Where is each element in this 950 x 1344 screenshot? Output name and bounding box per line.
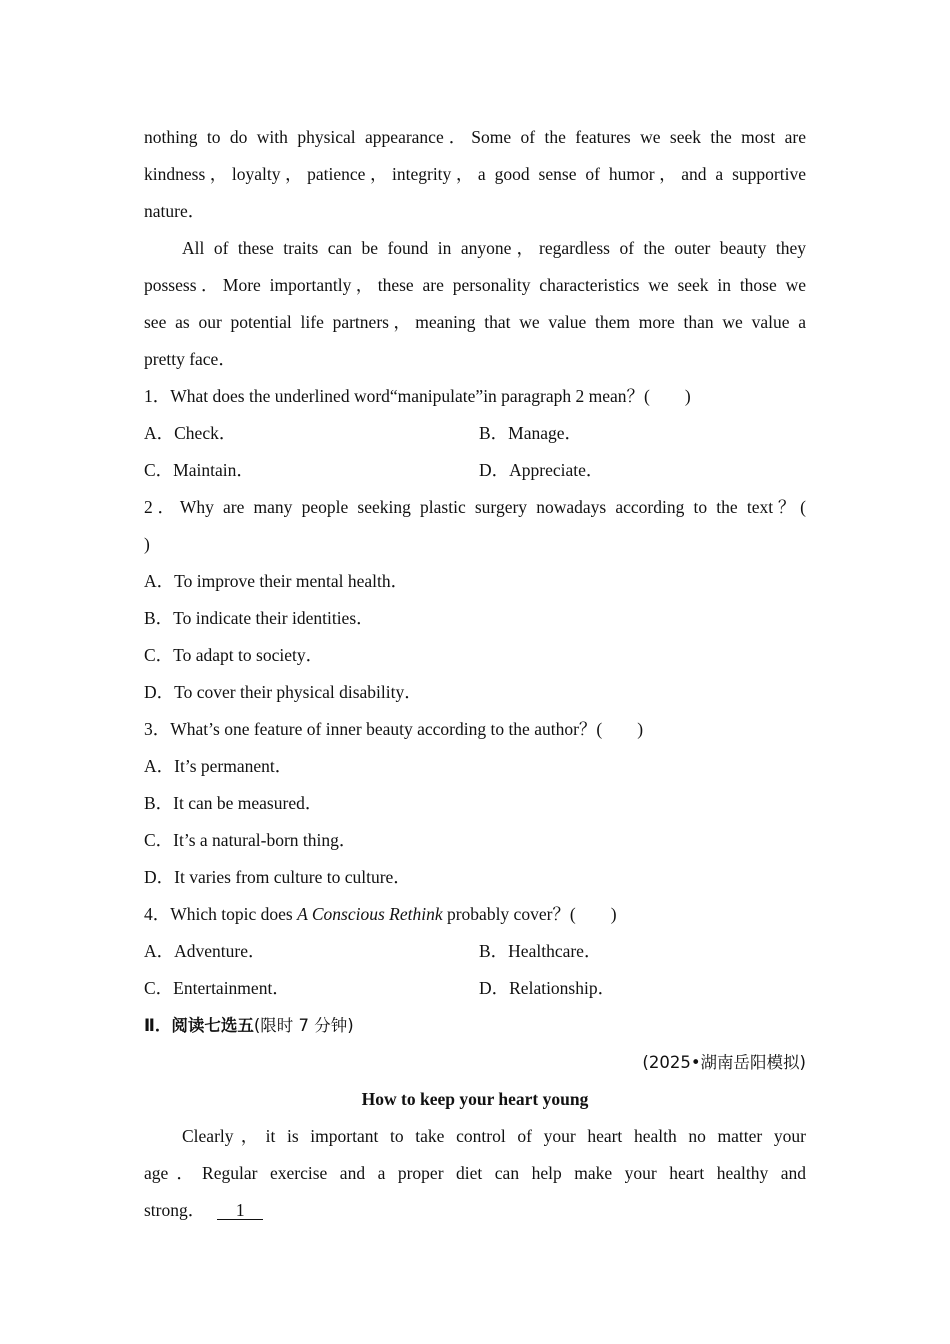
option-d: D．To cover their physical disability． [144, 682, 422, 702]
passage-line: age．Regular exercise and a proper diet can help make your heart healthy and [144, 1163, 806, 1183]
option-d: D．It varies from culture to culture． [144, 867, 411, 887]
option-a: A．Adventure． [144, 941, 266, 961]
question-2-stem-cont: ) [144, 534, 150, 554]
option-c: C．Maintain． [144, 460, 254, 480]
option-c: C．Entertainment． [144, 978, 290, 998]
passage-line-last [144, 1192, 806, 1229]
option-c: C．To adapt to society． [144, 645, 324, 665]
option-a: A．It’s permanent． [144, 756, 293, 776]
passage-line: kindness，loyalty，patience，integrity，a good sense of humor，and a supportive [144, 164, 806, 184]
source-citation: (2025•湖南岳阳模拟) [642, 1053, 806, 1072]
question-3-stem: 3．What’s one feature of inner beauty according to the author？( ) [144, 719, 644, 739]
passage-line: nature． [144, 201, 206, 221]
document-page [144, 119, 806, 1229]
option-d: D．Appreciate． [479, 460, 604, 480]
option-d: D．Relationship． [479, 978, 616, 998]
section-heading [144, 1007, 806, 1044]
option-b: B．Manage． [479, 423, 583, 443]
passage-line: pretty face． [144, 349, 236, 369]
question-1-stem: 1．What does the underlined word“manipulate”in paragraph 2 mean？( ) [144, 386, 691, 406]
book-title: A Conscious Rethink [297, 904, 443, 924]
passage-line: possess．More importantly，these are personality characteristics we seek in those we [144, 275, 806, 295]
option-b: B．It can be measured． [144, 793, 323, 813]
question-4-stem-pre: 4．Which topic does [144, 904, 298, 924]
option-a: A．Check． [144, 423, 237, 443]
section-title: Ⅱ．阅读七选五 [144, 1016, 254, 1035]
question-4-stem [144, 896, 806, 933]
question-1-options-row [144, 415, 806, 452]
passage-line-text: strong． [144, 1200, 206, 1220]
question-4-stem-post: probably cover？( ) [442, 904, 617, 924]
passage-line: All of these traits can be found in anyone，regardless of the outer beauty they [182, 238, 806, 258]
passage-line: nothing to do with physical appearance．Some of the features we seek the most are [144, 127, 806, 147]
question-4-options-row [144, 970, 806, 1007]
question-1-options-row [144, 452, 806, 489]
answer-blank-1[interactable]: 1 [217, 1201, 263, 1220]
section-time-limit: (限时 7 分钟) [253, 1016, 354, 1035]
question-4-options-row [144, 933, 806, 970]
option-c: C．It’s a natural-born thing． [144, 830, 357, 850]
option-b: B．Healthcare． [479, 941, 602, 961]
passage-line: Clearly，it is important to take control of your heart health no matter your [182, 1126, 806, 1146]
option-b: B．To indicate their identities． [144, 608, 374, 628]
passage-line: see as our potential life partners，meaning that we value them more than we value a [144, 312, 806, 332]
question-2-stem: 2．Why are many people seeking plastic surgery nowadays according to the text？( [144, 497, 806, 517]
option-a: A．To improve their mental health． [144, 571, 409, 591]
passage-title: How to keep your heart young [361, 1089, 589, 1109]
